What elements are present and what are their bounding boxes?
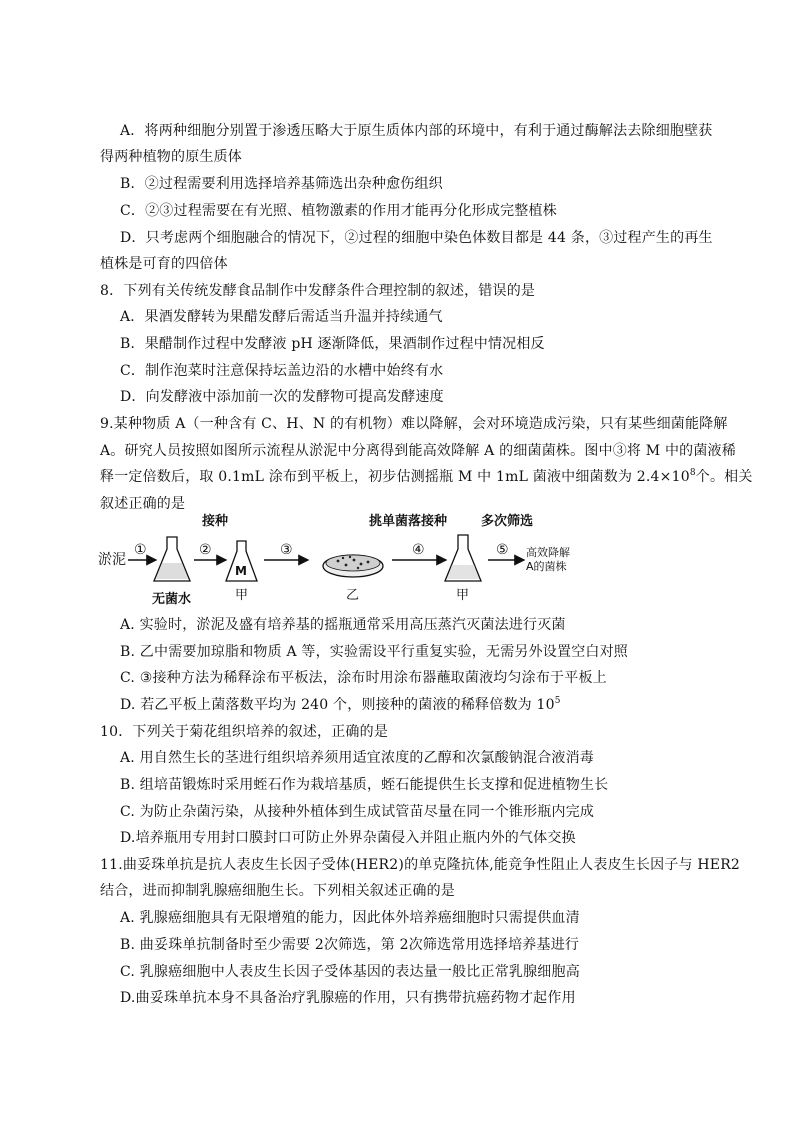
- q7-option-a-line2: 得两种植物的原生质体: [100, 149, 242, 165]
- q7-option-d-line1: D．只考虑两个细胞融合的情况下，②过程的细胞中染色体数目都是 44 条，③过程产生的再生: [120, 230, 713, 246]
- label-jiezhong: 接种: [202, 514, 229, 529]
- q9-option-d-text: D. 若乙平板上菌落数平均为 240 个，则接种的菌液的稀释倍数为 10: [120, 697, 555, 713]
- q8-stem: 8．下列有关传统发酵食品制作中发酵条件合理控制的叙述，错误的是: [100, 283, 536, 299]
- label-wujunshui: 无菌水: [152, 592, 192, 607]
- q11-option-a: A. 乳腺癌细胞具有无限增殖的能力，因此体外培养癌细胞时只需提供血清: [120, 910, 580, 926]
- step-1-label: ①: [134, 542, 147, 558]
- flask-wujunshui: [154, 537, 190, 581]
- label-tiao-dan-junluo: 挑单菌落接种: [369, 514, 448, 529]
- q7-option-d-line2: 植株是可育的四倍体: [100, 256, 228, 272]
- q10-option-d: D.培养瓶用专用封口膜封口可防止外界杂菌侵入并阻止瓶内外的气体交换: [120, 830, 576, 846]
- q10-option-c: C. 为防止杂菌污染，从接种外植体到生成试管苗尽量在同一个锥形瓶内完成: [120, 804, 595, 820]
- flask-jia-2: [445, 535, 481, 581]
- q9-stem-line2: A。研究人员按照如图所示流程从淤泥中分离得到能高效降解 A 的细菌菌株。图中③将 M 中的菌液稀: [100, 443, 736, 459]
- q11-stem-line2: 结合，进而抑制乳腺癌细胞生长。下列相关叙述正确的是: [100, 883, 455, 899]
- q11-stem-line1: 11.曲妥珠单抗是抗人表皮生长因子受体(HER2)的单克隆抗体,能竞争性阻止人表皮生长因子与 HER2: [100, 857, 741, 873]
- q8-option-c: C．制作泡菜时注意保持坛盖边沿的水槽中始终有水: [120, 363, 444, 379]
- q11-option-d: D.曲妥珠单抗本身不具备治疗乳腺癌的作用，只有携带抗癌药物才起作用: [120, 990, 576, 1006]
- step-2-label: ②: [199, 542, 212, 558]
- result-line-1: 高效降解: [526, 546, 570, 559]
- q10-option-a: A. 用自然生长的茎进行组织培养须用适宜浓度的乙醇和次氯酸钠混合液消毒: [120, 750, 595, 766]
- step-4-label: ④: [412, 542, 425, 558]
- q9-flow-diagram: [96, 513, 696, 613]
- q9-option-a: A. 实验时，淤泥及盛有培养基的摇瓶通常采用高压蒸汽灭菌法进行灭菌: [120, 617, 566, 633]
- q8-option-b: B．果醋制作过程中发酵液 pH 逐渐降低，果酒制作过程中情况相反: [120, 336, 545, 352]
- q10-option-b: B. 组培苗锻炼时采用蛭石作为栽培基质，蛭石能提供生长支撑和促进植物生长: [120, 777, 609, 793]
- q11-option-b: B. 曲妥珠单抗制备时至少需要 2次筛选，第 2次筛选常用选择培养基进行: [120, 937, 580, 953]
- q9-option-b: B. 乙中需要加琼脂和物质 A 等，实验需设平行重复实验，无需另外设置空白对照: [120, 644, 628, 660]
- q10-stem: 10．下列关于菊花组织培养的叙述，正确的是: [100, 724, 389, 740]
- q9-stem-line3-post: 个。相关: [695, 469, 753, 485]
- result-line-2: A的菌株: [526, 560, 567, 573]
- label-jia-1: 甲: [235, 588, 249, 603]
- flask-m-label: M: [235, 564, 247, 578]
- q9-option-d: [120, 695, 561, 715]
- q9-stem-line3: [100, 467, 753, 487]
- q11-option-c: C. 乳腺癌细胞中人表皮生长因子受体基因的表达量一般比正常乳腺细胞高: [120, 964, 580, 980]
- q7-option-a-line1: A．将两种细胞分别置于渗透压略大于原生质体内部的环境中，有利于通过酶解法去除细胞壁获: [120, 123, 713, 139]
- step-3-label: ③: [280, 542, 293, 558]
- q9-stem-line4: 叙述正确的是: [100, 496, 186, 512]
- q9-stem-line3-exponent: 8: [689, 468, 696, 478]
- q8-option-d: D．向发酵液中添加前一次的发酵物可提高发酵速度: [120, 389, 444, 405]
- q8-option-a: A．果酒发酵转为果醋发酵后需适当升温并持续通气: [120, 309, 443, 325]
- q7-option-b: B．②过程需要利用选择培养基筛选出杂种愈伤组织: [120, 176, 443, 192]
- label-yi: 乙: [346, 588, 360, 603]
- q9-option-c: C. ③接种方法为稀释涂布平板法，涂布时用涂布器蘸取菌液均匀涂布于平板上: [120, 670, 607, 686]
- q9-option-d-exponent: 5: [554, 696, 561, 706]
- q9-stem-line1: 9.某种物质 A（一种含有 C、H、N 的有机物）难以降解，会对环境造成污染，只有某些细菌能降解: [100, 416, 728, 432]
- q9-stem-line3-pre: 释一定倍数后，取 0.1mL 涂布到平板上，初步估测摇瓶 M 中 1mL 菌液中细菌数为 2.4×10: [100, 469, 690, 485]
- label-yuni: 淤泥: [98, 552, 126, 568]
- label-jia-2: 甲: [456, 588, 470, 603]
- label-duoci-shaixuan: 多次筛选: [481, 514, 534, 529]
- petri-dish-yi: [323, 555, 383, 577]
- q7-option-c: C．②③过程需要在有光照、植物激素的作用才能再分化形成完整植株: [120, 203, 557, 219]
- step-5-label: ⑤: [496, 542, 509, 558]
